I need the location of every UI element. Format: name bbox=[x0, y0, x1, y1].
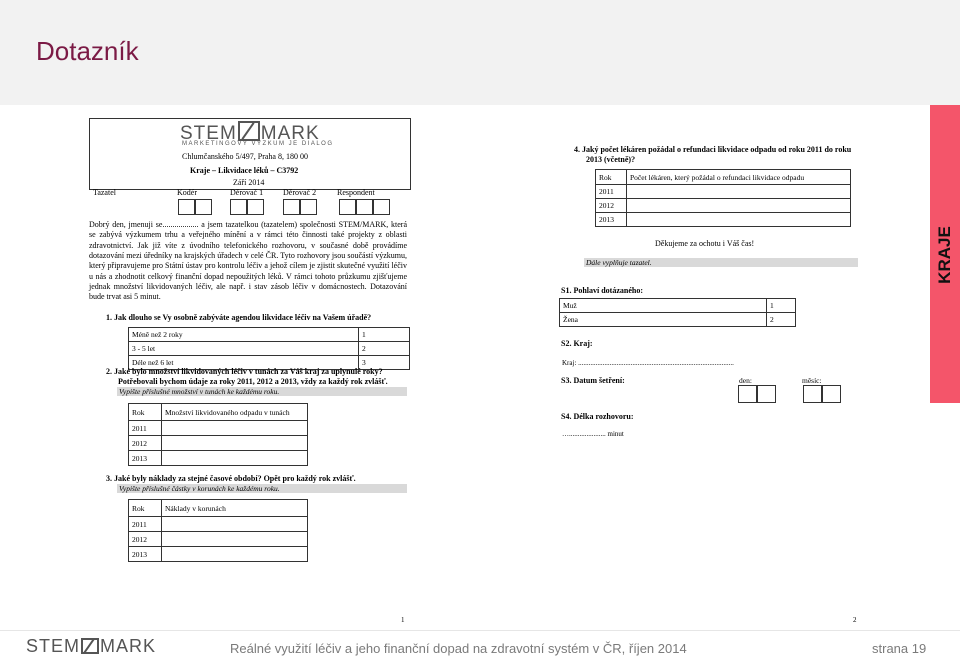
page-number-1: 1 bbox=[401, 616, 405, 624]
table-input-cell[interactable] bbox=[627, 199, 851, 213]
table-cell: 2012 bbox=[596, 199, 627, 213]
code-label-koder: Kodér bbox=[177, 188, 197, 197]
table-row[interactable] bbox=[129, 532, 308, 547]
code-box[interactable] bbox=[283, 199, 300, 215]
page-title: Dotazník bbox=[36, 36, 139, 66]
table-input-cell[interactable] bbox=[162, 547, 308, 562]
table-cell: 3 - 5 let bbox=[129, 342, 359, 356]
table-header-cell: Rok bbox=[129, 404, 162, 421]
month-box[interactable] bbox=[803, 385, 822, 403]
q2-instruction: Vypište příslušné množství v tunách ke každému roku. bbox=[117, 387, 407, 396]
footer-divider bbox=[0, 630, 960, 631]
question-2-line2: Potřebovali bychom údaje za roky 2011, 2012 a 2013, vždy za každý rok zvlášť. bbox=[118, 377, 388, 386]
table-row[interactable] bbox=[560, 313, 796, 327]
footer-logo-right: MARK bbox=[100, 636, 157, 656]
logo-tagline: MARKETINGOVÝ VÝZKUM JE DIALOG bbox=[182, 141, 334, 147]
code-box[interactable] bbox=[373, 199, 390, 215]
s2-question: S2. Kraj: bbox=[561, 339, 593, 348]
thanks-text: Děkujeme za ochotu i Váš čas! bbox=[655, 239, 755, 248]
table-cell: 1 bbox=[359, 328, 410, 342]
table-cell: 2011 bbox=[596, 185, 627, 199]
code-fields bbox=[89, 187, 409, 215]
s1-answer-table bbox=[559, 298, 796, 327]
table-row[interactable] bbox=[129, 421, 308, 436]
table-input-cell[interactable] bbox=[627, 185, 851, 199]
address: Chlumčanského 5/497, Praha 8, 180 00 bbox=[182, 152, 308, 161]
footer-logo-slash-icon bbox=[81, 638, 99, 654]
s4-question: S4. Délka rozhovoru: bbox=[561, 412, 634, 421]
table-header-cell: Rok bbox=[596, 170, 627, 185]
s2-line[interactable]: Kraj: ......................................................................................... bbox=[562, 359, 734, 367]
code-box[interactable] bbox=[356, 199, 373, 215]
question-3: 3. Jaké byly náklady za stejné časové období? Opět pro každý rok zvlášť. bbox=[106, 474, 356, 483]
table-header-cell: Počet lékáren, který požádal o refundaci likvidace odpadu bbox=[627, 170, 851, 185]
table-cell: 1 bbox=[767, 299, 796, 313]
code-box[interactable] bbox=[339, 199, 356, 215]
table-cell: Méně než 2 roky bbox=[129, 328, 359, 342]
table-row bbox=[596, 170, 851, 185]
table-header-cell: Náklady v korunách bbox=[162, 500, 308, 517]
table-cell: 2011 bbox=[129, 421, 162, 436]
table-input-cell[interactable] bbox=[162, 517, 308, 532]
month-box[interactable] bbox=[822, 385, 841, 403]
table-cell: 2012 bbox=[129, 436, 162, 451]
q3-instruction: Vypište příslušné částky v korunách ke každému roku. bbox=[117, 484, 407, 493]
code-label-tazatel: Tazatel bbox=[93, 188, 116, 197]
q3-answer-table bbox=[128, 499, 308, 562]
table-row bbox=[129, 404, 308, 421]
code-box[interactable] bbox=[247, 199, 264, 215]
table-input-cell[interactable] bbox=[162, 436, 308, 451]
table-cell: 2 bbox=[767, 313, 796, 327]
table-cell: 3 bbox=[359, 356, 410, 370]
table-row[interactable] bbox=[596, 199, 851, 213]
side-tab-label-wrap bbox=[931, 220, 959, 290]
table-row[interactable] bbox=[129, 451, 308, 466]
question-1: 1. Jak dlouho se Vy osobně zabýváte agendou likvidace léčiv na Vašem úřadě? bbox=[106, 313, 372, 322]
day-box[interactable] bbox=[757, 385, 776, 403]
logo-right: MARK bbox=[260, 123, 320, 144]
code-label-respondent: Respondent bbox=[337, 188, 375, 197]
table-row bbox=[129, 500, 308, 517]
side-tab-label: KRAJE bbox=[935, 226, 954, 284]
table-input-cell[interactable] bbox=[162, 421, 308, 436]
table-header-cell: Množství likvidovaného odpadu v tunách bbox=[162, 404, 308, 421]
survey-month: Září 2014 bbox=[233, 178, 265, 187]
day-box[interactable] bbox=[738, 385, 757, 403]
question-4-line1: 4. Jaký počet lékáren požádal o refundaci likvidace odpadu od roku 2011 do roku bbox=[574, 145, 852, 154]
table-row[interactable] bbox=[129, 436, 308, 451]
code-label-derovac2: Děrovač 2 bbox=[283, 188, 317, 197]
project-name: Kraje – Likvidace léků – C3792 bbox=[190, 166, 299, 175]
table-header-cell: Rok bbox=[129, 500, 162, 517]
code-label-derovac1: Děrovač 1 bbox=[230, 188, 264, 197]
footer-page-number: strana 19 bbox=[872, 641, 927, 656]
table-input-cell[interactable] bbox=[162, 532, 308, 547]
code-box[interactable] bbox=[300, 199, 317, 215]
table-cell: 2013 bbox=[596, 213, 627, 227]
table-cell: 2011 bbox=[129, 517, 162, 532]
footer-caption: Reálné využití léčiv a jeho finanční dopad na zdravotní systém v ČR, říjen 2014 bbox=[230, 641, 687, 656]
table-cell: Žena bbox=[560, 313, 767, 327]
table-row[interactable] bbox=[596, 185, 851, 199]
table-input-cell[interactable] bbox=[162, 451, 308, 466]
table-row[interactable] bbox=[129, 328, 410, 342]
header-bar bbox=[0, 0, 960, 105]
table-row[interactable] bbox=[129, 517, 308, 532]
q4-answer-table bbox=[595, 169, 851, 227]
table-cell: 2012 bbox=[129, 532, 162, 547]
q2-answer-table bbox=[128, 403, 308, 466]
logo-left: STEM bbox=[180, 123, 237, 144]
table-cell: Muž bbox=[560, 299, 767, 313]
page-number-2: 2 bbox=[853, 616, 857, 624]
footer-logo bbox=[26, 636, 156, 657]
s3-question: S3. Datum šetření: bbox=[561, 376, 625, 385]
intro-paragraph: Dobrý den, jmenuji se.................. a jsem tazatelkou (tazatelem) společnosti STEM/MARK, která se zabývá výzkumem trhu a veřejného mínění a v rámci této činnosti také projekty z oblasti zdravotnictví. Jak již víte z úvodního telefonického rozhovoru, v současné době provádíme dotazování mezi úředníky na krajských úřadech v celé ČR. Tyto rozhovory jsou součástí výzkumu, který připravujeme pro Státní ústav pro kontrolu léčiv a jehož cílem je zjistit skutečné využití léčiv u nás a zhodnotit celkový finanční dopad nepoužitých léků. V rámci tohoto průzkumu zjišťujeme jednak množství likvidovaných léčiv, ale např. i stav zásob léčiv v domácnostech. Dotazování bude trvat asi 5 minut. bbox=[89, 220, 407, 302]
code-box[interactable] bbox=[195, 199, 212, 215]
table-row[interactable] bbox=[560, 299, 796, 313]
s3-month-label: měsíc: bbox=[802, 376, 822, 385]
table-cell: Déle než 6 let bbox=[129, 356, 359, 370]
fill-instruction: Dále vyplňuje tazatel. bbox=[584, 258, 858, 267]
question-2-line1: 2. Jaké bylo množství likvidovaných léčiv v tunách za Váš kraj za uplynulé roky? bbox=[106, 367, 383, 376]
q1-answer-table bbox=[128, 327, 410, 370]
s4-line[interactable]: …..................... minut bbox=[562, 430, 624, 438]
table-row[interactable] bbox=[596, 213, 851, 227]
table-cell: 2 bbox=[359, 342, 410, 356]
footer-logo-left: STEM bbox=[26, 636, 81, 656]
table-row[interactable] bbox=[129, 342, 410, 356]
code-box[interactable] bbox=[230, 199, 247, 215]
table-cell: 2013 bbox=[129, 547, 162, 562]
table-cell: 2013 bbox=[129, 451, 162, 466]
table-row[interactable] bbox=[129, 547, 308, 562]
code-box[interactable] bbox=[178, 199, 195, 215]
question-4-line2: 2013 (včetně)? bbox=[586, 155, 636, 164]
s1-question: S1. Pohlaví dotázaného: bbox=[561, 286, 644, 295]
table-input-cell[interactable] bbox=[627, 213, 851, 227]
s3-day-label: den: bbox=[739, 376, 752, 385]
logo-slash-icon bbox=[238, 121, 260, 141]
